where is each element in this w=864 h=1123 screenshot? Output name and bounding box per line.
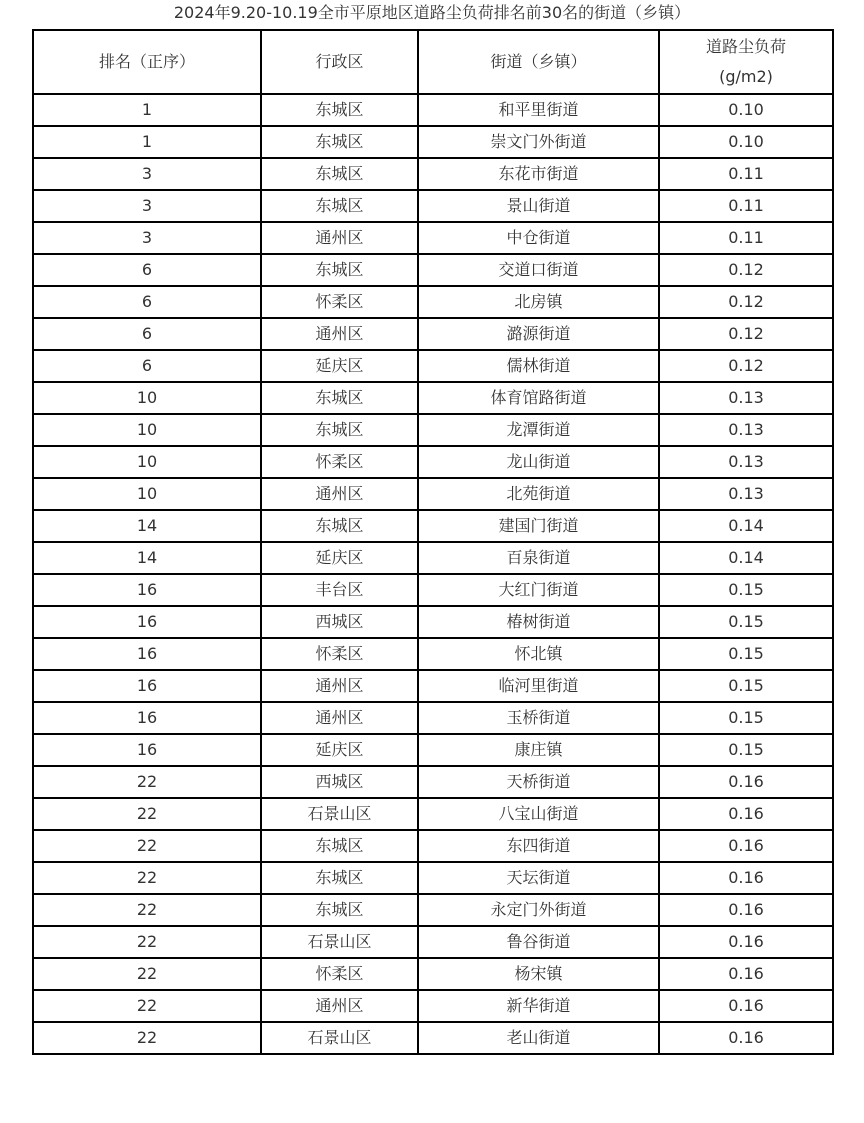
table-row [33, 318, 833, 350]
dust-load-cell: 0.12 [659, 286, 833, 318]
street-cell: 新华街道 [418, 990, 659, 1022]
table-row [33, 190, 833, 222]
table-row [33, 222, 833, 254]
table-row [33, 990, 833, 1022]
street-cell: 临河里街道 [418, 670, 659, 702]
rank-cell: 22 [33, 1022, 261, 1054]
rank-cell: 1 [33, 126, 261, 158]
district-cell: 石景山区 [261, 926, 418, 958]
street-cell: 椿树街道 [418, 606, 659, 638]
district-cell: 东城区 [261, 94, 418, 126]
street-cell: 崇文门外街道 [418, 126, 659, 158]
header-dust-load-unit: (g/m2) [719, 67, 773, 86]
rank-cell: 16 [33, 606, 261, 638]
rank-cell: 16 [33, 734, 261, 766]
street-cell: 东四街道 [418, 830, 659, 862]
rank-cell: 22 [33, 958, 261, 990]
dust-load-cell: 0.16 [659, 990, 833, 1022]
street-cell: 鲁谷街道 [418, 926, 659, 958]
table-row [33, 862, 833, 894]
dust-load-cell: 0.10 [659, 94, 833, 126]
street-cell: 北房镇 [418, 286, 659, 318]
rank-cell: 22 [33, 766, 261, 798]
header-street: 街道（乡镇） [418, 30, 659, 94]
dust-load-cell: 0.16 [659, 766, 833, 798]
table-row [33, 606, 833, 638]
district-cell: 怀柔区 [261, 958, 418, 990]
street-cell: 天坛街道 [418, 862, 659, 894]
table-row [33, 702, 833, 734]
street-cell: 交道口街道 [418, 254, 659, 286]
district-cell: 通州区 [261, 702, 418, 734]
table-row [33, 478, 833, 510]
rank-cell: 22 [33, 990, 261, 1022]
district-cell: 东城区 [261, 510, 418, 542]
district-cell: 东城区 [261, 862, 418, 894]
header-row [33, 30, 833, 94]
rank-cell: 6 [33, 254, 261, 286]
street-cell: 百泉街道 [418, 542, 659, 574]
district-cell: 延庆区 [261, 542, 418, 574]
rank-cell: 3 [33, 190, 261, 222]
district-cell: 东城区 [261, 254, 418, 286]
table-row [33, 894, 833, 926]
dust-load-cell: 0.12 [659, 254, 833, 286]
table-row [33, 830, 833, 862]
table-row [33, 766, 833, 798]
street-cell: 怀北镇 [418, 638, 659, 670]
table-row [33, 350, 833, 382]
rank-cell: 10 [33, 382, 261, 414]
rank-cell: 22 [33, 894, 261, 926]
district-cell: 怀柔区 [261, 446, 418, 478]
dust-load-cell: 0.16 [659, 798, 833, 830]
street-cell: 景山街道 [418, 190, 659, 222]
table-body [33, 94, 833, 1054]
dust-load-cell: 0.11 [659, 190, 833, 222]
street-cell: 天桥街道 [418, 766, 659, 798]
dust-load-cell: 0.12 [659, 318, 833, 350]
rank-cell: 22 [33, 830, 261, 862]
dust-load-cell: 0.15 [659, 574, 833, 606]
rank-cell: 22 [33, 798, 261, 830]
header-dust-load [659, 30, 833, 94]
rank-cell: 3 [33, 222, 261, 254]
rank-cell: 3 [33, 158, 261, 190]
dust-load-cell: 0.12 [659, 350, 833, 382]
rank-cell: 16 [33, 670, 261, 702]
district-cell: 通州区 [261, 318, 418, 350]
rank-cell: 14 [33, 510, 261, 542]
dust-load-cell: 0.11 [659, 158, 833, 190]
dust-load-cell: 0.16 [659, 862, 833, 894]
rank-cell: 6 [33, 350, 261, 382]
district-cell: 通州区 [261, 990, 418, 1022]
rank-cell: 14 [33, 542, 261, 574]
table-row [33, 158, 833, 190]
table-row [33, 574, 833, 606]
rank-cell: 6 [33, 286, 261, 318]
table-row [33, 382, 833, 414]
street-cell: 玉桥街道 [418, 702, 659, 734]
table-row [33, 670, 833, 702]
dust-load-ranking-table [32, 29, 834, 1055]
street-cell: 体育馆路街道 [418, 382, 659, 414]
district-cell: 东城区 [261, 158, 418, 190]
street-cell: 龙潭街道 [418, 414, 659, 446]
dust-load-cell: 0.16 [659, 1022, 833, 1054]
street-cell: 北苑街道 [418, 478, 659, 510]
street-cell: 中仓街道 [418, 222, 659, 254]
table-row [33, 126, 833, 158]
table-row [33, 734, 833, 766]
rank-cell: 10 [33, 478, 261, 510]
street-cell: 大红门街道 [418, 574, 659, 606]
table-row [33, 926, 833, 958]
dust-load-cell: 0.16 [659, 894, 833, 926]
table-row [33, 638, 833, 670]
rank-cell: 22 [33, 926, 261, 958]
district-cell: 东城区 [261, 894, 418, 926]
district-cell: 东城区 [261, 830, 418, 862]
dust-load-cell: 0.13 [659, 446, 833, 478]
district-cell: 丰台区 [261, 574, 418, 606]
table-row [33, 958, 833, 990]
dust-load-cell: 0.10 [659, 126, 833, 158]
table-row [33, 542, 833, 574]
table-row [33, 286, 833, 318]
dust-load-cell: 0.13 [659, 414, 833, 446]
district-cell: 怀柔区 [261, 638, 418, 670]
dust-load-cell: 0.15 [659, 638, 833, 670]
dust-load-cell: 0.15 [659, 670, 833, 702]
district-cell: 通州区 [261, 222, 418, 254]
street-cell: 老山街道 [418, 1022, 659, 1054]
dust-load-cell: 0.15 [659, 606, 833, 638]
rank-cell: 1 [33, 94, 261, 126]
street-cell: 儒林街道 [418, 350, 659, 382]
header-rank: 排名（正序） [33, 30, 261, 94]
rank-cell: 16 [33, 702, 261, 734]
district-cell: 怀柔区 [261, 286, 418, 318]
rank-cell: 22 [33, 862, 261, 894]
rank-cell: 10 [33, 446, 261, 478]
street-cell: 永定门外街道 [418, 894, 659, 926]
rank-cell: 10 [33, 414, 261, 446]
table-row [33, 1022, 833, 1054]
district-cell: 延庆区 [261, 350, 418, 382]
table-row [33, 414, 833, 446]
dust-load-cell: 0.14 [659, 510, 833, 542]
table-row [33, 798, 833, 830]
rank-cell: 16 [33, 638, 261, 670]
district-cell: 通州区 [261, 670, 418, 702]
district-cell: 西城区 [261, 766, 418, 798]
dust-load-cell: 0.13 [659, 382, 833, 414]
rank-cell: 6 [33, 318, 261, 350]
dust-load-cell: 0.11 [659, 222, 833, 254]
dust-load-cell: 0.15 [659, 734, 833, 766]
street-cell: 东花市街道 [418, 158, 659, 190]
district-cell: 东城区 [261, 126, 418, 158]
header-district: 行政区 [261, 30, 418, 94]
header-dust-load-label: 道路尘负荷 [705, 37, 786, 56]
dust-load-cell: 0.16 [659, 958, 833, 990]
district-cell: 石景山区 [261, 1022, 418, 1054]
district-cell: 西城区 [261, 606, 418, 638]
dust-load-cell: 0.15 [659, 702, 833, 734]
rank-cell: 16 [33, 574, 261, 606]
district-cell: 东城区 [261, 414, 418, 446]
dust-load-cell: 0.14 [659, 542, 833, 574]
street-cell: 八宝山街道 [418, 798, 659, 830]
district-cell: 石景山区 [261, 798, 418, 830]
dust-load-cell: 0.16 [659, 830, 833, 862]
dust-load-cell: 0.16 [659, 926, 833, 958]
page-title: 2024年9.20-10.19全市平原地区道路尘负荷排名前30名的街道（乡镇） [173, 3, 691, 22]
street-cell: 建国门街道 [418, 510, 659, 542]
table-header [33, 30, 833, 94]
district-cell: 通州区 [261, 478, 418, 510]
street-cell: 龙山街道 [418, 446, 659, 478]
district-cell: 东城区 [261, 190, 418, 222]
table-row [33, 254, 833, 286]
street-cell: 康庄镇 [418, 734, 659, 766]
district-cell: 延庆区 [261, 734, 418, 766]
street-cell: 和平里街道 [418, 94, 659, 126]
dust-load-cell: 0.13 [659, 478, 833, 510]
table-row [33, 510, 833, 542]
district-cell: 东城区 [261, 382, 418, 414]
table-row [33, 446, 833, 478]
street-cell: 潞源街道 [418, 318, 659, 350]
street-cell: 杨宋镇 [418, 958, 659, 990]
table-row [33, 94, 833, 126]
